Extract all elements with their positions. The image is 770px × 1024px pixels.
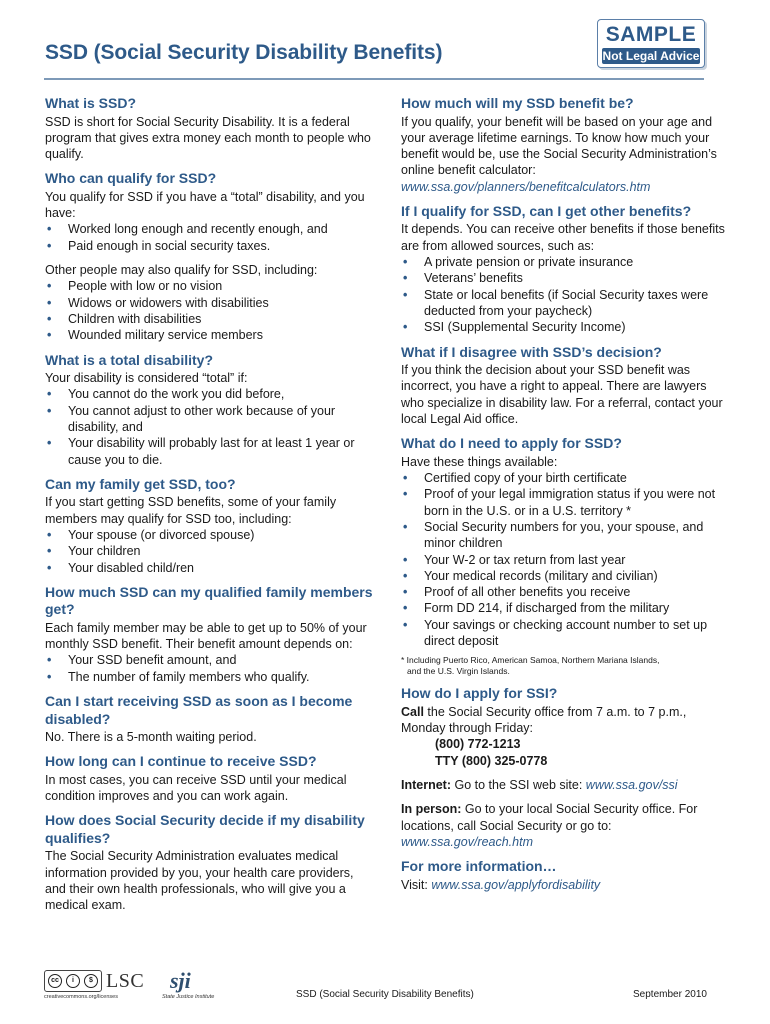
not-legal-advice-label: Not Legal Advice xyxy=(602,49,700,63)
list-item: • Widows or widowers with disabilities xyxy=(45,295,377,311)
footer-date: September 2010 xyxy=(633,989,707,1000)
list-item: • Proof of all other benefits you receive xyxy=(401,584,731,600)
list-item: • A private pension or private insurance xyxy=(401,254,731,270)
creative-commons-logo xyxy=(44,970,102,992)
tty-number[interactable]: TTY (800) 325-0778 xyxy=(435,753,548,768)
list-item: • Your disabled child/ren xyxy=(45,560,377,576)
in-person-paragraph xyxy=(401,801,731,834)
title-divider xyxy=(44,78,704,80)
others-list xyxy=(45,278,377,343)
section-heading: What is SSD? xyxy=(45,95,137,111)
page-title: SSD (Social Security Disability Benefits) xyxy=(45,41,443,64)
phone-number[interactable]: (800) 772-1213 xyxy=(435,737,521,752)
attribution-icon: i xyxy=(66,974,80,988)
cc-icon: cc xyxy=(48,974,62,988)
cc-url: creativecommons.org/licenses xyxy=(44,994,118,1000)
total-list xyxy=(45,386,377,467)
apply-for-disability-link[interactable]: www.ssa.gov/applyfordisability xyxy=(431,877,601,892)
section-start xyxy=(45,693,377,745)
section-decide xyxy=(45,812,377,913)
in-person-text: Go to your local Social Security office. For locations, call Social Security or go to: xyxy=(401,802,698,833)
call-label: Call xyxy=(401,704,424,719)
ssi-link[interactable]: www.ssa.gov/ssi xyxy=(585,778,678,792)
left-column xyxy=(45,95,377,922)
list-item: • You cannot do the work you did before, xyxy=(45,386,377,402)
family-list xyxy=(45,527,377,576)
section-heading: Can my family get SSD, too? xyxy=(45,475,236,492)
section-family xyxy=(45,476,377,576)
list-item: • Worked long enough and recently enough, and xyxy=(45,221,377,237)
section-text: Have these things available: xyxy=(401,454,558,469)
list-item: • Proof of your legal immigration status if you were not born in the U.S. or in a U.S. territory * xyxy=(401,486,731,519)
lsc-logo: LSC xyxy=(106,970,145,992)
footnote-line: * Including Puerto Rico, American Samoa, Northern Mariana Islands, xyxy=(401,655,660,666)
sji-subtitle: State Justice Institute xyxy=(162,994,215,1000)
section-heading: What is a total disability? xyxy=(45,351,214,368)
list-item: • Paid enough in social security taxes. xyxy=(45,238,377,254)
list-item: • People with low or no vision xyxy=(45,278,377,294)
section-other-benefits xyxy=(401,203,731,336)
sji-logo: sji xyxy=(170,968,191,993)
list-item: • Your SSD benefit amount, and xyxy=(45,652,377,668)
other-benefits-list xyxy=(401,254,731,335)
section-heading: What do I need to apply for SSD? xyxy=(401,435,622,452)
right-column xyxy=(401,95,731,901)
section-heading: How much will my SSD benefit be? xyxy=(401,95,634,111)
family-amount-list xyxy=(45,652,377,685)
list-item: • Your children xyxy=(45,543,377,559)
section-text: Each family member may be able to get up to 50% of your monthly SSD benefit. Their benefit amount depends on: xyxy=(45,620,367,652)
section-heading: How much SSD can my qualified family members get? xyxy=(45,583,373,618)
section-family-amount xyxy=(45,584,377,685)
list-item: • Children with disabilities xyxy=(45,311,377,327)
internet-paragraph xyxy=(401,777,731,793)
visit-text: Visit: xyxy=(401,877,432,892)
section-heading: For more information… xyxy=(401,858,557,875)
list-item: • Social Security numbers for you, your spouse, and minor children xyxy=(401,519,731,552)
section-text: Other people may also qualify for SSD, including: xyxy=(45,263,318,278)
list-item: • The number of family members who qualify. xyxy=(45,669,377,685)
list-item: • Your W-2 or tax return from last year xyxy=(401,552,731,568)
section-text: Your disability is considered “total” if: xyxy=(45,371,248,386)
internet-label: Internet: xyxy=(401,778,451,792)
footnote xyxy=(401,655,731,677)
section-text: In most cases, you can receive SSD until your medical condition improves and you can work again. xyxy=(45,772,347,804)
call-paragraph xyxy=(401,704,731,737)
section-total-disability xyxy=(45,352,377,468)
section-text: It depends. You can receive other benefits if those benefits are from allowed sources, such as: xyxy=(401,222,725,253)
section-how-long xyxy=(45,753,377,804)
list-item: • Form DD 214, if discharged from the military xyxy=(401,600,731,616)
noncommercial-icon: $ xyxy=(84,974,98,988)
qualify-list xyxy=(45,221,377,254)
list-item: • Your savings or checking account number to set up direct deposit xyxy=(401,617,731,650)
section-text: The Social Security Administration evaluates medical information provided by you, your health care providers, and their own health professionals, who will give you a medical exam. xyxy=(45,849,354,913)
list-item: • State or local benefits (if Social Security taxes were deducted from your paycheck) xyxy=(401,287,731,320)
section-text: No. There is a 5-month waiting period. xyxy=(45,730,257,745)
section-text: If you qualify, your benefit will be based on your age and your average lifetime earnings. To know how much your benefit would be, use the Social Security Administration’s online benefit calculator: xyxy=(401,114,717,178)
section-heading: How long can I continue to receive SSD? xyxy=(45,753,317,770)
list-item: • Your spouse (or divorced spouse) xyxy=(45,527,377,543)
list-item: • Wounded military service members xyxy=(45,327,377,343)
list-item: • Your medical records (military and civilian) xyxy=(401,568,731,584)
section-heading: If I qualify for SSD, can I get other benefits? xyxy=(401,202,692,219)
section-what-is-ssd xyxy=(45,95,377,162)
section-who-can-qualify xyxy=(45,170,377,343)
sample-badge-label: SAMPLE xyxy=(605,23,697,46)
section-heading: What if I disagree with SSD’s decision? xyxy=(401,343,662,360)
section-heading: Who can qualify for SSD? xyxy=(45,170,217,187)
list-item: • You cannot adjust to other work because of your disability, and xyxy=(45,403,377,436)
section-disagree xyxy=(401,344,731,428)
call-text: the Social Security office from 7 a.m. to 7 p.m., Monday through Friday: xyxy=(401,704,687,736)
internet-text: Go to the SSI web site: xyxy=(451,778,586,792)
sample-badge xyxy=(597,19,705,68)
section-apply-ssi xyxy=(401,685,731,850)
section-text: SSD is short for Social Security Disability. It is a federal program that gives extra money each month to people who qualify. xyxy=(45,114,371,162)
footnote-line: and the U.S. Virgin Islands. xyxy=(407,666,510,677)
section-apply-need xyxy=(401,435,731,677)
benefit-calculator-link[interactable]: www.ssa.gov/planners/benefitcalculators.htm xyxy=(401,179,651,194)
section-heading: How do I apply for SSI? xyxy=(401,685,558,702)
section-text: You qualify for SSD if you have a “total” disability, and you have: xyxy=(45,189,365,221)
reach-link[interactable]: www.ssa.gov/reach.htm xyxy=(401,834,533,849)
section-benefit-amount xyxy=(401,95,731,195)
footer-logos xyxy=(44,970,234,1004)
footer-title: SSD (Social Security Disability Benefits) xyxy=(296,989,474,1000)
section-text: If you think the decision about your SSD benefit was incorrect, you have a right to appeal. There are lawyers who specialize in disability law. For a referral, contact your local Legal Aid office. xyxy=(401,363,723,426)
list-item: • SSI (Supplemental Security Income) xyxy=(401,319,731,335)
section-text: If you start getting SSD benefits, some of your family members may qualify for SSD too, including: xyxy=(45,495,337,526)
in-person-label: In person: xyxy=(401,802,462,817)
section-heading: Can I start receiving SSD as soon as I become disabled? xyxy=(45,693,353,727)
list-item: • Veterans’ benefits xyxy=(401,270,731,286)
section-heading: How does Social Security decide if my disability qualifies? xyxy=(45,812,365,846)
list-item: • Certified copy of your birth certificate xyxy=(401,470,731,486)
list-item: • Your disability will probably last for at least 1 year or cause you to die. xyxy=(45,435,377,468)
apply-need-list xyxy=(401,470,731,649)
section-more-info xyxy=(401,858,731,893)
